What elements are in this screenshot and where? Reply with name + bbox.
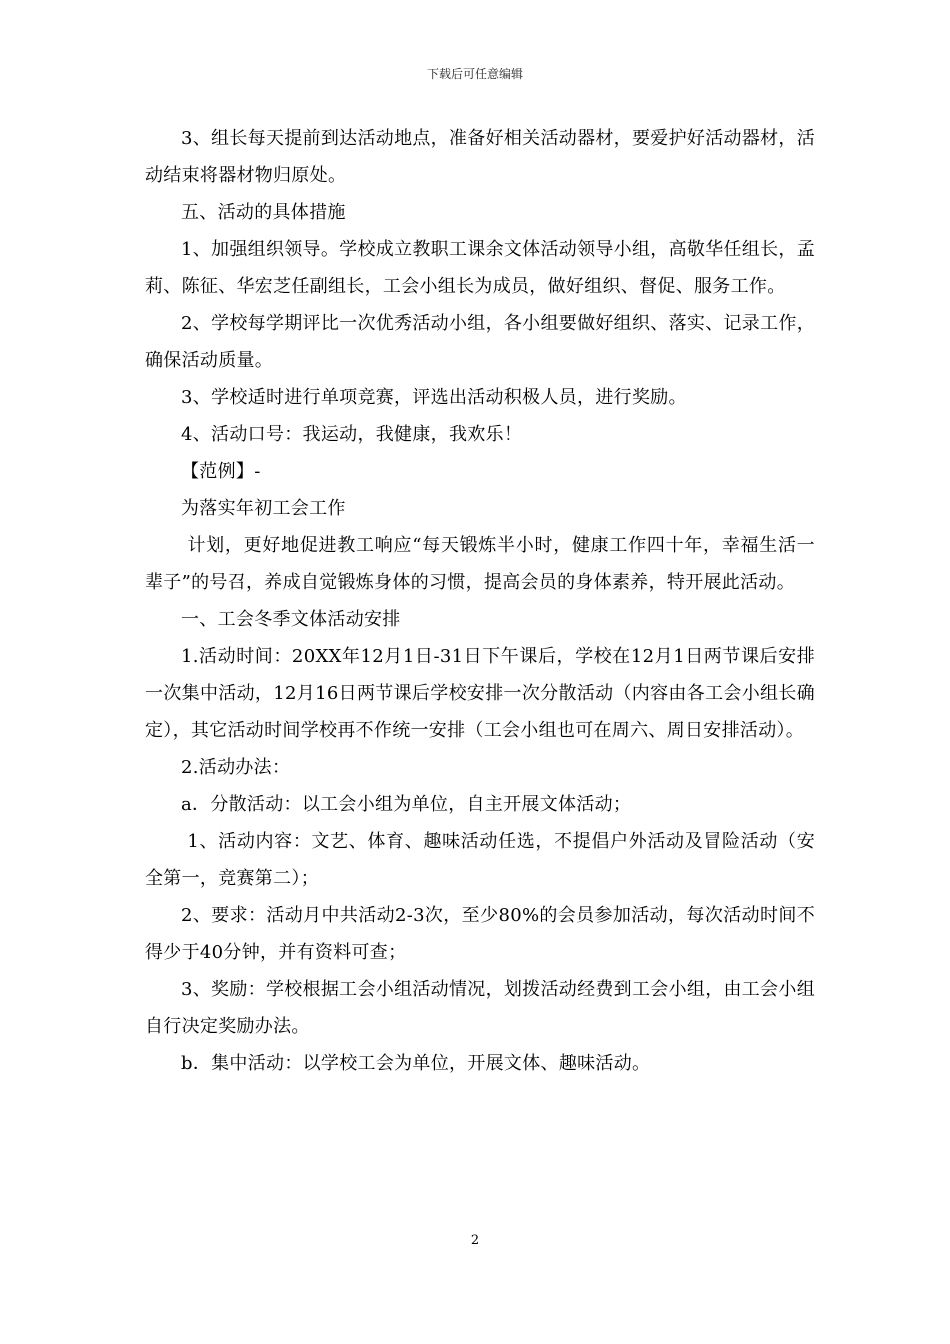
example-title: 为落实年初工会工作 — [181, 498, 346, 519]
paragraph-activity-time: 1.活动时间：20XX年12月1日-31日下午课后，学校在12月1日两节课后安排一次集中活动，12月16日两节课后学校安排一次分散活动（内容由各工会小组长确定），其它活动时间学校再不作统一安排（工会小组也可在周六、周日安排活动）。 — [145, 646, 815, 741]
paragraph-distributed-activity: a．分散活动：以工会小组为单位，自主开展文体活动； — [181, 794, 632, 815]
paragraph-rewards: 3、奖励：学校根据工会小组活动情况，划拨活动经费到工会小组，由工会小组自行决定奖励办法。 — [145, 979, 815, 1037]
paragraph-centralized-activity: b．集中活动：以学校工会为单位，开展文体、趣味活动。 — [181, 1053, 651, 1074]
paragraph-measure-2: 2、学校每学期评比一次优秀活动小组，各小组要做好组织、落实、记录工作，确保活动质量。 — [145, 313, 815, 371]
paragraph-group-leader-duty: 3、组长每天提前到达活动地点，准备好相关活动器材，要爱护好活动器材，活动结束将器材物归原处。 — [145, 128, 815, 186]
paragraph-measure-3: 3、学校适时进行单项竞赛，评选出活动积极人员，进行奖励。 — [181, 387, 687, 408]
paragraph-slogan: 4、活动口号：我运动，我健康，我欢乐！ — [181, 424, 523, 445]
page-number: 2 — [470, 1233, 480, 1248]
example-label: 【范例】- — [181, 461, 261, 482]
page-header: 下载后可任意编辑 — [426, 67, 523, 81]
paragraph-measure-1: 1、加强组织领导。学校成立教职工课余文体活动领导小组，高敬华任组长，孟莉、陈征、华宏芝任副组长，工会小组长为成员，做好组织、督促、服务工作。 — [145, 239, 815, 297]
paragraph-requirements: 2、要求：活动月中共活动2-3次，至少80%的会员参加活动，每次活动时间不得少于40分钟，并有资料可查； — [145, 905, 815, 963]
section-heading-winter-activities: 一、工会冬季文体活动安排 — [181, 609, 401, 630]
paragraph-activity-content: 1、活动内容：文艺、体育、趣味活动任选，不提倡户外活动及冒险活动（安全第一，竞赛第二）； — [145, 831, 815, 889]
paragraph-activity-method: 2.活动办法： — [181, 757, 291, 778]
section-heading-measures: 五、活动的具体措施 — [181, 202, 346, 223]
document-body — [145, 120, 815, 1082]
paragraph-intro: 计划，更好地促进教工响应“每天锻炼半小时，健康工作四十年，幸福生活一辈子”的号召，养成自觉锻炼身体的习惯，提高会员的身体素养，特开展此活动。 — [145, 535, 815, 593]
